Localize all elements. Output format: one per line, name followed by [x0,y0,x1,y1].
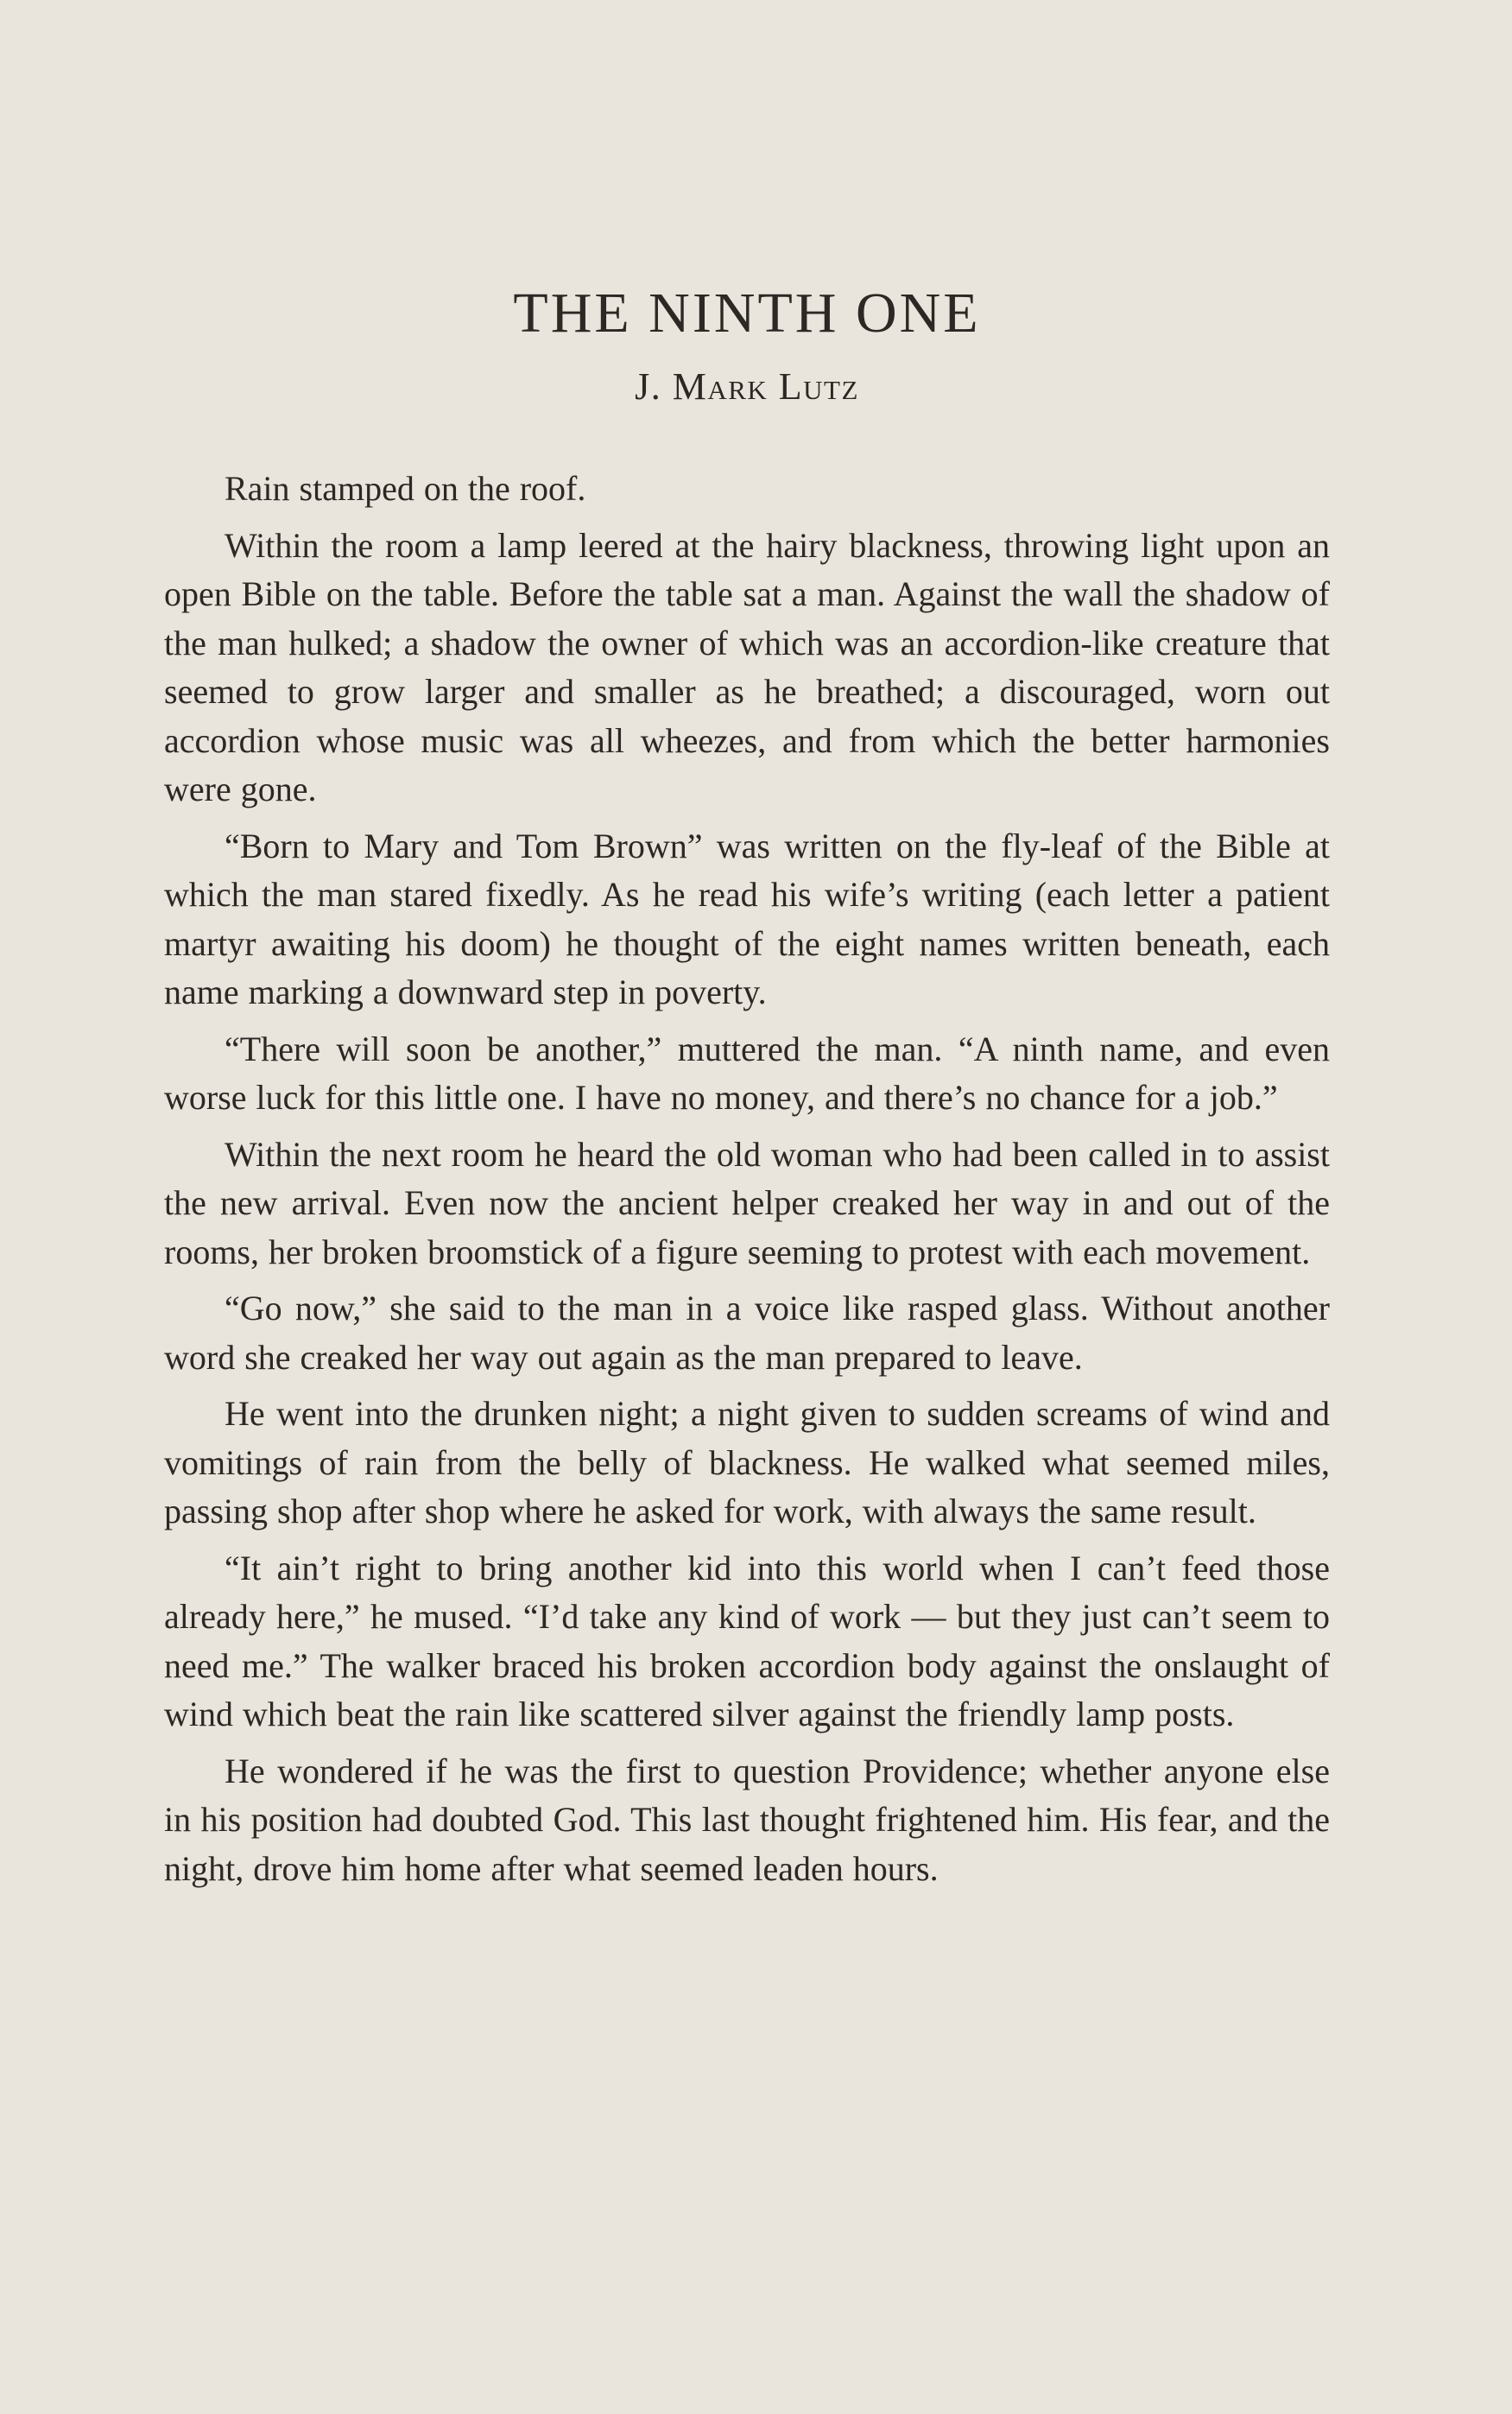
story-title: THE NINTH ONE [513,282,981,345]
paragraph-6: “Go now,” she said to the man in a voice like rasped glass. Without another word she creaked her way out again as the man prepared to leave. [164,1289,1330,1377]
paragraph-3: “Born to Mary and Tom Brown” was written on the fly-leaf of the Bible at which the man stared fixedly. As he read his wife’s writing (each letter a patient martyr awaiting his doom) he thought of the eight names written beneath, each name marking a downward step in poverty. [164,826,1330,1011]
paragraph-9: He wondered if he was the first to question Providence; whether anyone else in his position had doubted God. This last thought frightened him. His fear, and the night, drove him home after what seemed leaden hours. [164,1751,1330,1888]
paragraph-4: “There will soon be another,” muttered the man. “A ninth name, and even worse luck for this little one. I have no money, and there’s no chance for a job.” [164,1029,1330,1117]
page-content [164,282,1330,1901]
story-author: J. Mark Lutz [635,365,859,408]
paragraph-2: Within the room a lamp leered at the hairy blackness, throwing light upon an open Bible on the table. Before the table sat a man. Against the wall the shadow of the man hulked; a shadow the owner of which was an accordion-like creature that seemed to grow larger and smaller as he breathed; a discouraged, worn out accordion whose music was all wheezes, and from which the better harmonies were gone. [164,525,1330,808]
paragraph-8: “It ain’t right to bring another kid into this world when I can’t feed those already here,” he mused. “I’d take any kind of work — but they just can’t seem to need me.” The walker braced his broken accordion body against the onslaught of wind which beat the rain like scattered silver against the friendly lamp posts. [164,1548,1330,1733]
paragraph-1: Rain stamped on the roof. [225,469,586,508]
paragraph-5: Within the next room he heard the old woman who had been called in to assist the new arrival. Even now the ancient helper creaked her way in and out of the rooms, her broken broomstick of a figure seeming to protest with each movement. [164,1134,1330,1271]
paragraph-7: He went into the drunken night; a night given to sudden screams of wind and vomitings of rain from the belly of blackness. He walked what seemed miles, passing shop after shop where he asked for work, with always the same result. [164,1394,1330,1530]
